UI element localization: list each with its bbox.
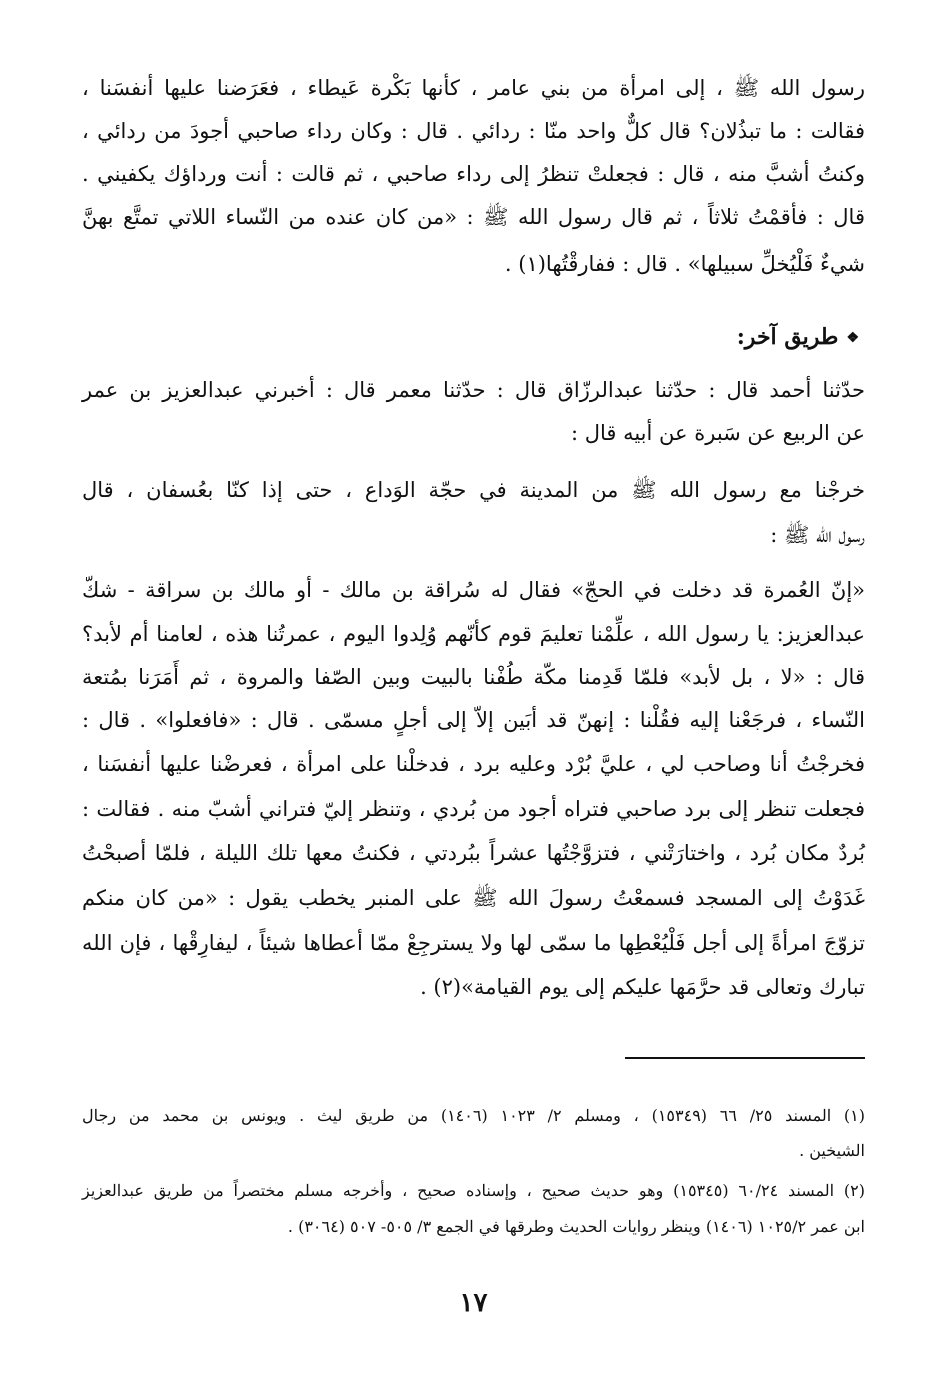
text-line: وكنتُ أشبَّ منه ، قال : فجعلتْ تنظرُ إلى رداء صاحبي ، ثم قالت : أنت ورداؤك يكفيني . bbox=[82, 162, 865, 186]
text-line: شيءٌ فَلْيُخلِّ سبيلها» . قال : ففارقْتُها(١) . bbox=[504, 252, 865, 276]
text-line: رسول الله ﷺ : bbox=[770, 523, 865, 547]
footnote-separator bbox=[625, 1057, 865, 1059]
text-line: تبارك وتعالى قد حرَّمَها عليكم إلى يوم القيامة»(٢) . bbox=[420, 975, 865, 999]
text-line: رسول الله ﷺ ، إلى امرأة من بني عامر ، كأنها بَكْرة عَيطاء ، فعَرَضنا عليها أنفسَنا ، bbox=[82, 76, 865, 100]
text-line: عن الربيع عن سَبرة عن أبيه قال : bbox=[570, 421, 865, 445]
footnote-line: (٢) المسند ٦٠/٢٤ (١٥٣٤٥) وهو حديث صحيح ، وإسناده صحيح ، وأخرجه مسلم مختصراً من طريق عبدالعزيز bbox=[82, 1181, 866, 1200]
text-line: قال : فأقمْتُ ثلاثاً ، ثم قال رسول الله ﷺ : «من كان عنده من النّساء اللاتي تمتَّع بهنَّ bbox=[82, 205, 865, 229]
footnote-line: ابن عمر ١٠٢٥/٢ (١٤٠٦) وينظر روايات الحديث وطرقها في الجمع ٣/ ٥٠٥- ٥٠٧ (٣٠٦٤) . bbox=[287, 1217, 865, 1236]
text-line: عبدالعزيز: يا رسول الله ، علِّمْنا تعليمَ قوم كأنّهم وُلِدوا اليوم ، عمرتُنا هذه ، لعامنا أم لأبد؟ bbox=[82, 622, 865, 646]
text-line: غَدَوْتُ إلى المسجد فسمعْتُ رسولَ الله ﷺ على المنبر يخطب يقول : «من كان منكم bbox=[82, 886, 865, 910]
text-line: فقالت : ما تبذُلان؟ قال كلٌّ واحد منّا : ردائي . قال : وكان رداء صاحبي أجودَ من ردائي ، bbox=[82, 119, 865, 143]
section-heading-text: طريق آخر: bbox=[736, 324, 839, 350]
text-line: فخرجْتُ أنا وصاحب لي ، عليَّ بُرْد وعليه برد ، فدخلْنا على امرأة ، فعرضْنا عليها أنفسَنا ، bbox=[82, 752, 865, 776]
diamond-bullet-icon: ❖ bbox=[846, 330, 859, 346]
text-line: حدّثنا أحمد قال : حدّثنا عبدالرزّاق قال : حدّثنا معمر قال : أخبرني عبدالعزيز بن عمر bbox=[82, 378, 865, 402]
text-line: قال : «لا ، بل لأبد» فلمّا قَدِمنا مكّة طُفْنا بالبيت وبين الصّفا والمروة ، ثم أَمَرَنا بمُتعة bbox=[82, 665, 865, 689]
page-number: ١٧ bbox=[459, 1288, 488, 1318]
text-line: تزوّجَ امرأةً إلى أجل فَلْيُعْطِها ما سمّى لها ولا يسترجِعْ ممّا أعطاها شيئاً ، ليفارِقْها ، فإن الله bbox=[82, 931, 865, 955]
footnote-line: الشيخين . bbox=[799, 1141, 865, 1160]
text-line: النّساء ، فرجَعْنا إليه فقُلْنا : إنهنّ قد أبَين إلاّ إلى أجلٍ مسمّى . قال : «فافعلوا» . قال : bbox=[82, 708, 865, 732]
section-heading bbox=[737, 322, 859, 353]
text-line: فجعلت تنظر إلى برد صاحبي فتراه أجود من بُردي ، وتنظر إليّ فتراني أشبّ منه . فقالت : bbox=[82, 797, 865, 821]
text-line: بُردٌ مكان بُرد ، واختارَتْني ، فتزوَّجْتُها عشراً ببُردتي ، فكنتُ معها تلك الليلة ، فلمّا أصبحْتُ bbox=[82, 841, 865, 865]
footnote-line: (١) المسند ٢٥/ ٦٦ (١٥٣٤٩) ، ومسلم ٢/ ١٠٢٣ (١٤٠٦) من طريق ليث . ويونس بن محمد من رجال bbox=[82, 1106, 866, 1125]
text-line: «إنّ العُمرة قد دخلت في الحجّ» فقال له سُراقة بن مالك - أو مالك بن سراقة - شكّ bbox=[82, 578, 865, 602]
text-line: خرجْنا مع رسول الله ﷺ من المدينة في حجّة الوَداع ، حتى إذا كنّا بعُسفان ، قال bbox=[82, 478, 865, 502]
